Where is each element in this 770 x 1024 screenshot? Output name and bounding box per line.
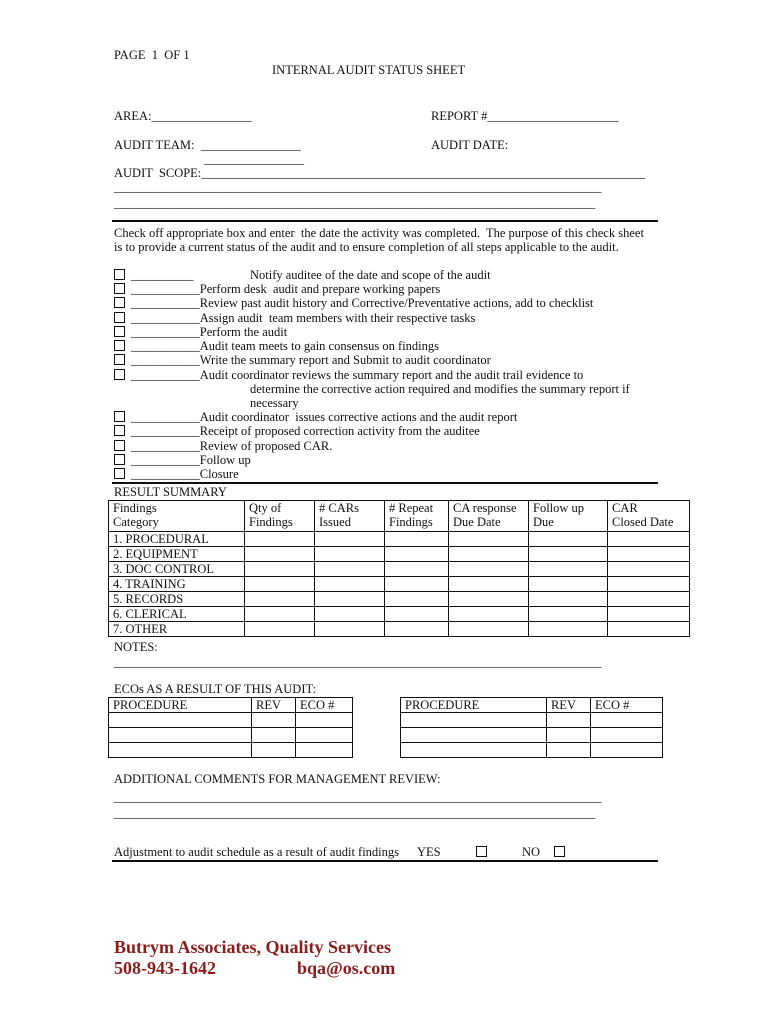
checklist-item-continuation: necessary xyxy=(250,396,299,410)
checklist-checkbox[interactable] xyxy=(114,312,125,323)
notes-line[interactable]: ______________________________________________________________________________ xyxy=(114,655,602,669)
checklist-item xyxy=(114,368,583,383)
checklist-item-text: Review of proposed CAR. xyxy=(199,439,333,453)
checklist-item xyxy=(114,339,439,354)
checklist-item xyxy=(114,453,251,468)
table-cell[interactable] xyxy=(315,562,385,577)
checklist-item xyxy=(114,353,491,368)
table-cell[interactable] xyxy=(315,622,385,637)
section-divider xyxy=(112,860,658,862)
table-cell[interactable] xyxy=(529,607,608,622)
section-divider xyxy=(112,220,658,222)
column-header-line: # Repeat xyxy=(389,501,434,515)
table-cell[interactable] xyxy=(608,562,690,577)
checklist-item xyxy=(114,424,480,439)
row-category: 1. PROCEDURAL xyxy=(109,532,245,547)
table-cell[interactable] xyxy=(401,713,547,728)
table-cell[interactable] xyxy=(547,728,591,743)
checklist-checkbox[interactable] xyxy=(114,326,125,337)
table-row xyxy=(401,743,663,758)
no-label: NO xyxy=(522,845,541,859)
checklist-item xyxy=(114,296,593,311)
table-cell[interactable] xyxy=(529,592,608,607)
table-row xyxy=(109,577,690,592)
area-field[interactable]: AREA:________________ xyxy=(114,109,252,123)
column-header-line: Category xyxy=(113,515,159,529)
checklist-date-blank[interactable]: ___________ xyxy=(131,410,200,424)
table-cell[interactable] xyxy=(591,743,663,758)
table-cell[interactable] xyxy=(245,547,315,562)
table-cell[interactable] xyxy=(449,622,529,637)
checklist-item-text: Review past audit history and Corrective/Preventative actions, add to checklist xyxy=(199,296,594,310)
no-checkbox[interactable] xyxy=(554,846,565,857)
table-cell[interactable] xyxy=(529,532,608,547)
column-header xyxy=(608,501,690,532)
company-phone: 508-943-1642 xyxy=(114,958,216,978)
table-cell[interactable] xyxy=(529,577,608,592)
checklist-item-text: Audit team meets to gain consensus on findings xyxy=(199,339,439,353)
eco-table-right xyxy=(400,697,663,758)
checklist-checkbox[interactable] xyxy=(114,340,125,351)
table-cell[interactable] xyxy=(109,743,252,758)
table-cell[interactable] xyxy=(529,622,608,637)
row-category: 4. TRAINING xyxy=(109,577,245,592)
table-cell[interactable] xyxy=(385,607,449,622)
checklist-checkbox[interactable] xyxy=(114,269,125,280)
table-cell[interactable] xyxy=(315,577,385,592)
checklist-item-text: Notify auditee of the date and scope of the audit xyxy=(250,268,491,282)
row-category: 6. CLERICAL xyxy=(109,607,245,622)
table-cell[interactable] xyxy=(315,592,385,607)
column-header: ECO # xyxy=(591,698,663,713)
column-header-line: Closed Date xyxy=(612,515,674,529)
table-cell[interactable] xyxy=(608,547,690,562)
audit-scope-line2[interactable]: ______________________________________________________________________________ xyxy=(114,180,602,194)
table-cell[interactable] xyxy=(547,713,591,728)
checklist-item-text: Write the summary report and Submit to audit coordinator xyxy=(199,353,491,367)
column-header-line: Issued xyxy=(319,515,351,529)
column-header xyxy=(315,501,385,532)
table-cell[interactable] xyxy=(449,592,529,607)
checklist-checkbox[interactable] xyxy=(114,354,125,365)
company-name: Butrym Associates, Quality Services xyxy=(114,937,391,957)
checklist-item-text: Perform the audit xyxy=(199,325,288,339)
checklist-date-blank[interactable]: ___________ xyxy=(131,467,200,481)
table-cell[interactable] xyxy=(449,577,529,592)
checklist-checkbox[interactable] xyxy=(114,468,125,479)
checklist-date-blank[interactable]: ___________ xyxy=(131,368,200,382)
table-cell[interactable] xyxy=(608,607,690,622)
table-cell[interactable] xyxy=(449,562,529,577)
column-header-line: Findings xyxy=(389,515,433,529)
table-cell[interactable] xyxy=(245,532,315,547)
checklist-date-blank[interactable]: ___________ xyxy=(131,339,200,353)
table-header-row xyxy=(109,698,353,713)
row-category: 7. OTHER xyxy=(109,622,245,637)
table-cell[interactable] xyxy=(591,728,663,743)
column-header: ECO # xyxy=(296,698,353,713)
table-row xyxy=(109,713,353,728)
table-cell[interactable] xyxy=(245,607,315,622)
yes-label: YES xyxy=(417,845,441,859)
column-header xyxy=(449,501,529,532)
notes-label: NOTES: xyxy=(114,640,158,654)
table-cell[interactable] xyxy=(385,547,449,562)
table-row xyxy=(401,728,663,743)
table-cell[interactable] xyxy=(315,607,385,622)
table-row xyxy=(109,547,690,562)
table-cell[interactable] xyxy=(245,622,315,637)
checklist-item xyxy=(114,268,491,283)
column-header: PROCEDURE xyxy=(401,698,547,713)
company-email: bqa@os.com xyxy=(297,958,396,978)
checklist-date-blank[interactable]: ___________ xyxy=(131,325,200,339)
checklist-item-text: Closure xyxy=(199,467,239,481)
row-category: 2. EQUIPMENT xyxy=(109,547,245,562)
table-cell[interactable] xyxy=(385,622,449,637)
checklist-date-blank[interactable]: ___________ xyxy=(131,453,200,467)
table-cell[interactable] xyxy=(296,713,353,728)
table-cell[interactable] xyxy=(245,577,315,592)
table-cell[interactable] xyxy=(449,547,529,562)
table-cell[interactable] xyxy=(385,577,449,592)
result-summary-title: RESULT SUMMARY xyxy=(114,485,227,499)
column-header-line: Due Date xyxy=(453,515,501,529)
checklist-item-text: Audit coordinator issues corrective actions and the audit report xyxy=(199,410,518,424)
table-cell[interactable] xyxy=(385,592,449,607)
table-cell[interactable] xyxy=(608,577,690,592)
table-cell[interactable] xyxy=(591,713,663,728)
yes-checkbox[interactable] xyxy=(476,846,487,857)
table-cell[interactable] xyxy=(296,743,353,758)
table-cell[interactable] xyxy=(449,532,529,547)
audit-team-field-line2[interactable]: ________________ xyxy=(204,152,304,166)
column-header-line: Findings xyxy=(249,515,293,529)
column-header-line: Findings xyxy=(113,501,157,515)
page-title: INTERNAL AUDIT STATUS SHEET xyxy=(272,63,466,77)
checklist-checkbox[interactable] xyxy=(114,369,125,380)
table-cell[interactable] xyxy=(608,532,690,547)
checklist-date-blank[interactable]: ___________ xyxy=(131,353,200,367)
comments-label: ADDITIONAL COMMENTS FOR MANAGEMENT REVIEW: xyxy=(114,772,441,786)
eco-table-left xyxy=(108,697,353,758)
report-field[interactable]: REPORT #_____________________ xyxy=(431,109,619,123)
checklist-item xyxy=(114,325,287,340)
column-header: REV xyxy=(252,698,296,713)
checklist-checkbox[interactable] xyxy=(114,425,125,436)
column-header-line: Qty of xyxy=(249,501,282,515)
table-cell[interactable] xyxy=(315,532,385,547)
table-cell[interactable] xyxy=(252,728,296,743)
checklist-date-blank[interactable]: ___________ xyxy=(131,311,200,325)
column-header-line: CA response xyxy=(453,501,517,515)
checklist-item xyxy=(114,439,332,454)
page-number: PAGE 1 OF 1 xyxy=(114,48,190,62)
checklist-checkbox[interactable] xyxy=(114,440,125,451)
checklist-checkbox[interactable] xyxy=(114,454,125,465)
ecos-title: ECOs AS A RESULT OF THIS AUDIT: xyxy=(114,682,316,696)
table-cell[interactable] xyxy=(608,592,690,607)
checklist-item xyxy=(114,282,440,297)
table-cell[interactable] xyxy=(608,622,690,637)
checklist-date-blank[interactable]: __________ xyxy=(131,268,194,282)
audit-team-field[interactable]: AUDIT TEAM: ________________ xyxy=(114,138,301,152)
table-cell[interactable] xyxy=(245,592,315,607)
checklist-date-blank[interactable]: ___________ xyxy=(131,439,200,453)
column-header: PROCEDURE xyxy=(109,698,252,713)
table-row xyxy=(401,713,663,728)
adjustment-label: Adjustment to audit schedule as a result of audit findings xyxy=(114,845,400,859)
table-row xyxy=(109,743,353,758)
result-summary-table xyxy=(108,500,690,637)
table-row xyxy=(109,607,690,622)
audit-date-field[interactable]: AUDIT DATE: xyxy=(431,138,509,152)
table-cell[interactable] xyxy=(109,713,252,728)
checklist-item-text: Perform desk audit and prepare working papers xyxy=(199,282,441,296)
table-cell[interactable] xyxy=(315,547,385,562)
table-cell[interactable] xyxy=(252,713,296,728)
table-row xyxy=(109,622,690,637)
column-header xyxy=(529,501,608,532)
table-header-row xyxy=(401,698,663,713)
table-cell[interactable] xyxy=(252,743,296,758)
column-header xyxy=(245,501,315,532)
table-header-row xyxy=(109,501,690,532)
table-cell[interactable] xyxy=(385,562,449,577)
column-header-line: # CARs xyxy=(319,501,359,515)
comments-line1[interactable]: ______________________________________________________________________________ xyxy=(114,790,602,804)
checklist-checkbox[interactable] xyxy=(114,297,125,308)
checklist-checkbox[interactable] xyxy=(114,411,125,422)
table-cell[interactable] xyxy=(401,728,547,743)
instructions-line2: is to provide a current status of the audit and to ensure completion of all steps applicable to the audit. xyxy=(114,240,619,254)
column-header xyxy=(385,501,449,532)
checklist-date-blank[interactable]: ___________ xyxy=(131,296,200,310)
instructions-line1: Check off appropriate box and enter the date the activity was completed. The purpose of this check sheet xyxy=(114,226,644,240)
checklist-date-blank[interactable]: ___________ xyxy=(131,282,200,296)
checklist-item xyxy=(114,311,475,326)
checklist-checkbox[interactable] xyxy=(114,283,125,294)
section-divider xyxy=(112,482,658,484)
row-category: 3. DOC CONTROL xyxy=(109,562,245,577)
table-cell[interactable] xyxy=(529,562,608,577)
checklist-item-text: Audit coordinator reviews the summary report and the audit trail evidence to xyxy=(199,368,584,382)
checklist-item xyxy=(114,410,517,425)
checklist-date-blank[interactable]: ___________ xyxy=(131,424,200,438)
table-row xyxy=(109,592,690,607)
column-header-line: Due xyxy=(533,515,554,529)
table-cell[interactable] xyxy=(449,607,529,622)
checklist-item xyxy=(114,467,239,482)
table-cell[interactable] xyxy=(401,743,547,758)
comments-line2[interactable]: _____________________________________________________________________________ xyxy=(114,806,596,820)
table-row xyxy=(109,562,690,577)
checklist-item-text: Follow up xyxy=(199,453,251,467)
checklist-item-text: Assign audit team members with their respective tasks xyxy=(199,311,476,325)
column-header xyxy=(109,501,245,532)
table-cell[interactable] xyxy=(245,562,315,577)
table-cell[interactable] xyxy=(385,532,449,547)
checklist-item-text: Receipt of proposed correction activity from the auditee xyxy=(199,424,480,438)
audit-scope-line3[interactable]: _____________________________________________________________________________ xyxy=(114,196,596,210)
table-cell[interactable] xyxy=(296,728,353,743)
audit-scope-field[interactable]: AUDIT SCOPE:_______________________________________________________________________ xyxy=(114,166,646,180)
table-row xyxy=(109,728,353,743)
column-header-line: Follow up xyxy=(533,501,585,515)
checklist-item-continuation: determine the corrective action required and modifies the summary report if xyxy=(250,382,630,396)
table-cell[interactable] xyxy=(547,743,591,758)
table-cell[interactable] xyxy=(109,728,252,743)
column-header-line: CAR xyxy=(612,501,638,515)
column-header: REV xyxy=(547,698,591,713)
table-cell[interactable] xyxy=(529,547,608,562)
row-category: 5. RECORDS xyxy=(109,592,245,607)
table-row xyxy=(109,532,690,547)
